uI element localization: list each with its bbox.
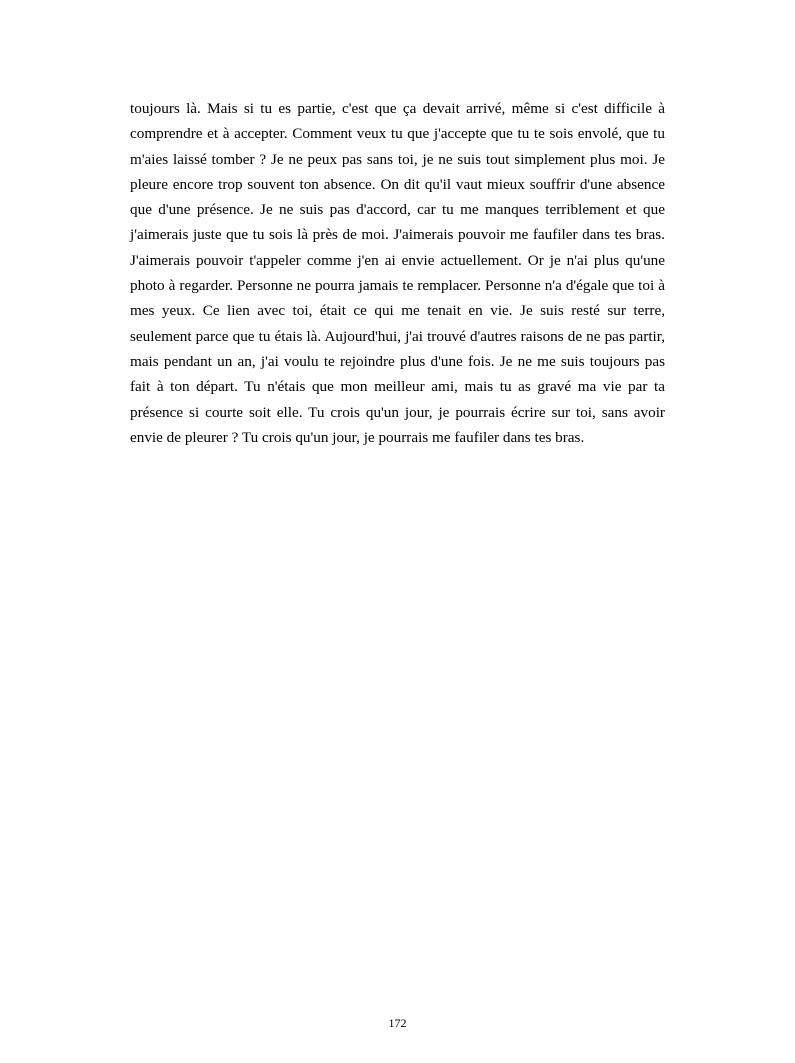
page-number: 172 [388, 1016, 407, 1030]
page-body-text: toujours là. Mais si tu es partie, c'est que ça devait arrivé, même si c'est difficile à comprendre et à accepter. Comment veux tu que j'accepte que tu te sois envolé, que tu m'aies laissé tomber ? Je ne peux pas sans toi, je ne suis tout simplement plus moi. Je pleure encore trop souvent ton absence. On dit qu'il vaut mieux souffrir d'une absence que d'une présence. Je ne suis pas d'accord, car tu me manques terriblement et que j'aimerais juste que tu sois là près de moi. J'aimerais pouvoir me faufiler dans tes bras. J'aimerais pouvoir t'appeler comme j'en ai envie actuellement. Or je n'ai plus qu'une photo à regarder. Personne ne pourra jamais te remplacer. Personne n'a d'égale que toi à mes yeux. Ce lien avec toi, était ce qui me tenait en vie. Je suis resté sur terre, seulement parce que tu étais là. Aujourd'hui, j'ai trouvé d'autres raisons de ne pas partir, mais pendant un an, j'ai voulu te rejoindre plus d'une fois. Je ne me suis toujours pas fait à ton départ. Tu n'étais que mon meilleur ami, mais tu as gravé ma vie par ta présence si courte soit elle. Tu crois qu'un jour, je pourrais écrire sur toi, sans avoir envie de pleurer ? Tu crois qu'un jour, je pourrais me faufiler dans tes bras. [130, 100, 669, 446]
